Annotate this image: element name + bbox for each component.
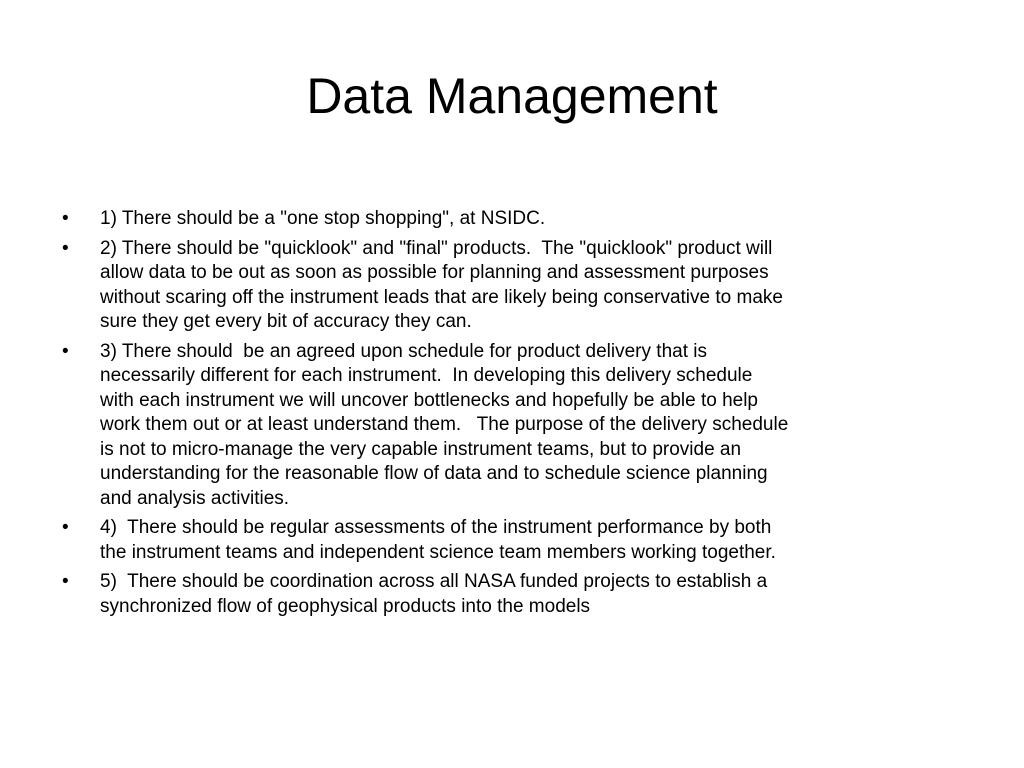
bullet-line: without scaring off the instrument leads that are likely being conservative to make [100, 286, 783, 308]
bullet-item-4 [62, 516, 964, 565]
bullet-line: work them out or at least understand them. The purpose of the delivery schedule [100, 414, 789, 435]
bullet-text [100, 207, 964, 232]
bullet-text [100, 516, 964, 565]
bullet-line: understanding for the reasonable flow of data and to schedule science planning [100, 463, 768, 484]
bullet-icon: • [62, 517, 69, 538]
bullet-icon: • [62, 208, 69, 229]
bullet-line: 5) There should be coordination across all NASA funded projects to establish a [100, 571, 768, 592]
bullet-line: necessarily different for each instrument. In developing this delivery schedule [100, 365, 753, 386]
bullet-item-5 [62, 570, 964, 619]
bullet-text [100, 340, 964, 512]
bullet-icon: • [62, 237, 69, 259]
bullet-line: 4) There should be regular assessments of the instrument performance by both [100, 517, 772, 538]
bullet-line: the instrument teams and independent science team members working together. [100, 541, 776, 563]
bullet-line: with each instrument we will uncover bottlenecks and hopefully be able to help [100, 389, 758, 411]
bullet-line: 2) There should be "quicklook" and "final" products. The "quicklook" product will [100, 237, 773, 259]
bullet-line: and analysis activities. [100, 487, 290, 509]
bullet-text [100, 570, 964, 619]
bullet-line: synchronized flow of geophysical products into the models [100, 595, 591, 617]
bullet-item-3 [62, 340, 964, 512]
bullet-item-2 [62, 237, 964, 335]
bullet-text [100, 237, 964, 335]
bullet-list [62, 207, 964, 624]
bullet-item-1 [62, 207, 964, 232]
bullet-icon: • [62, 340, 69, 362]
slide-title: Data Management [306, 68, 718, 124]
bullet-line: sure they get every bit of accuracy they can. [100, 311, 472, 332]
bullet-line: 3) There should be an agreed upon schedule for product delivery that is [100, 340, 707, 362]
bullet-icon: • [62, 571, 69, 592]
bullet-line: is not to micro-manage the very capable instrument teams, but to provide an [100, 438, 742, 460]
bullet-line: allow data to be out as soon as possible for planning and assessment purposes [100, 262, 769, 283]
bullet-line: 1) There should be a "one stop shopping", at NSIDC. [100, 208, 546, 229]
